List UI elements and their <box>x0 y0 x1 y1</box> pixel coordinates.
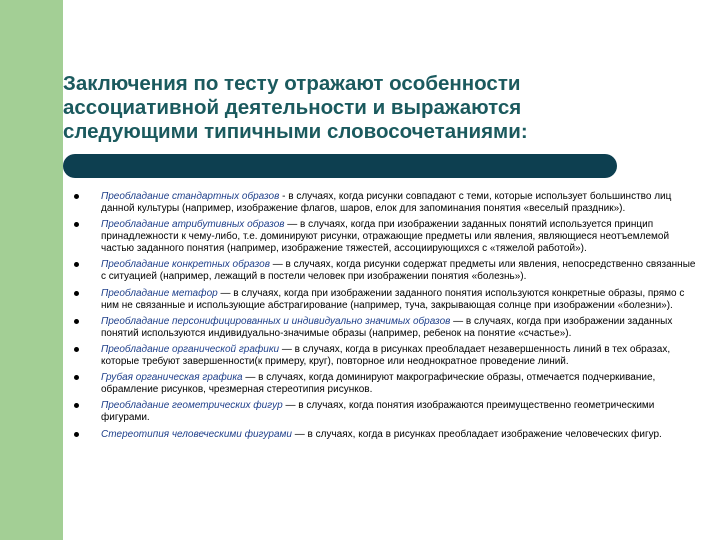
bullet-dot-icon <box>74 222 79 227</box>
bullet-list <box>73 191 703 445</box>
list-item <box>73 288 703 312</box>
item-text: — в случаях, когда при изображении заданных понятий используются индивидуально-значимые образы (например, ребенок на понятие «счастье»). <box>101 315 673 339</box>
list-item <box>73 191 703 215</box>
item-term: Преобладание органической графики <box>101 343 280 355</box>
item-text: — в случаях, когда в рисунках преобладает изображение человеческих фигур. <box>291 428 662 440</box>
item-term: Преобладание атрибутивных образов <box>101 219 285 231</box>
item-term: Преобладание стандартных образов <box>101 191 280 202</box>
title-underline-bar <box>63 154 617 178</box>
item-text: - в случаях, когда рисунки совпадают с теми, которые использует большинство лиц данной культуры (например, изображение флагов, шаров, елок для запоминания понятия «веселый праздник»). <box>101 191 672 214</box>
item-text: — в случаях, когда понятия изображаются преимущественно геометрическими фигурами. <box>101 400 655 424</box>
slide-title-line-1: Заключения по тесту отражают особенности <box>63 72 521 95</box>
item-text: — в случаях, когда при изображении заданных понятий используется принцип принадлежности к чему-либо, т.е. доминируют рисунки, отражающие предметы или явления, являющиеся неотъемлемой частью заданного понятия (например, изображение тяжестей, ассоциирующихся с «тяжелой работой»). <box>101 219 670 255</box>
item-term: Стереотипия человеческими фигурами <box>101 428 292 440</box>
list-item <box>73 372 703 396</box>
item-term: Грубая органическая графика <box>101 372 243 384</box>
slide-title <box>63 72 653 144</box>
bullet-dot-icon <box>74 375 79 380</box>
item-term: Преобладание конкретных образов <box>101 259 270 271</box>
list-item <box>73 400 703 424</box>
item-text: — в случаях, когда рисунки содержат предметы или явления, непосредственно связанные с ситуацией (например, лежащий в постели человек при изображении понятия «болезнь»). <box>101 259 696 283</box>
slide-title-line-3: следующими типичными словосочетаниями: <box>63 120 528 143</box>
list-item <box>73 429 703 441</box>
item-text: — в случаях, когда доминируют макрографические образы, отмечается подчеркивание, обрамление рисунков, чрезмерная стереотипия рисунков. <box>101 372 656 396</box>
bullet-dot-icon <box>74 319 79 324</box>
bullet-dot-icon <box>74 262 79 267</box>
list-item <box>73 259 703 283</box>
bullet-dot-icon <box>74 347 79 352</box>
item-term: Преобладание метафор <box>101 287 218 299</box>
bullet-dot-icon <box>74 291 79 296</box>
bullet-dot-icon <box>74 403 79 408</box>
list-item <box>73 344 703 368</box>
slide-title-line-2: ассоциативной деятельности и выражаются <box>63 96 522 119</box>
item-text: — в случаях, когда в рисунках преобладает незавершенность линий в тех образах, которые требуют завершенности(к примеру, круг), повторное или неоднократное проведение линий. <box>101 343 671 367</box>
list-item <box>73 219 703 255</box>
item-term: Преобладание геометрических фигур <box>101 400 283 412</box>
bullet-dot-icon <box>74 432 79 437</box>
item-term: Преобладание персонифицированных и индивидуально значимых образов <box>101 315 451 327</box>
slide <box>63 0 720 540</box>
list-item <box>73 316 703 340</box>
item-text: — в случаях, когда при изображении заданного понятия используются конкретные образы, прямо с ним не связанные и использующие абстрагирование (например, туча, закрывающая солнце при изображении «болезни»). <box>101 287 685 311</box>
bullet-dot-icon <box>74 194 79 199</box>
